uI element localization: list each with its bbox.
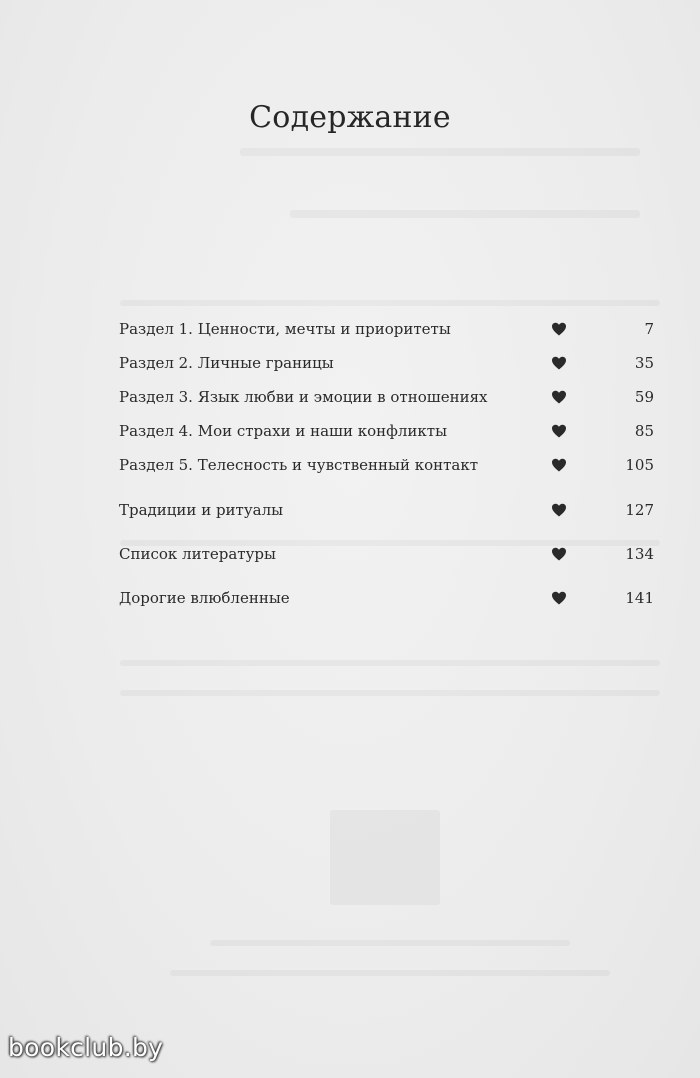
toc-entry-page: 127: [625, 501, 654, 519]
bleed-through: [120, 300, 660, 306]
toc-entry-label: Список литературы: [119, 545, 276, 563]
toc-entry: [119, 350, 654, 376]
toc-entry: [119, 384, 654, 410]
toc-entry-page: 7: [644, 320, 654, 338]
toc-entry: [119, 452, 654, 478]
bleed-through: [120, 690, 660, 696]
watermark: bookclub.by: [8, 1033, 164, 1062]
heart-icon: [551, 355, 567, 371]
toc-entry-page: 59: [634, 388, 654, 406]
bleed-through: [120, 660, 660, 666]
page-title: Содержание: [249, 100, 451, 135]
toc-entry-label: Раздел 5. Телесность и чувственный контакт: [119, 456, 479, 474]
heart-icon: [551, 321, 567, 337]
toc-entry-label: Раздел 3. Язык любви и эмоции в отношениях: [119, 388, 488, 406]
toc-entry-page: 105: [625, 456, 654, 474]
toc-entry: [119, 418, 654, 444]
toc-entry-label: Традиции и ритуалы: [119, 501, 284, 519]
bleed-through: [330, 810, 440, 905]
toc-entry: [119, 585, 654, 611]
bleed-through: [170, 970, 610, 976]
heart-icon: [551, 546, 567, 562]
toc-entry-label: Раздел 2. Личные границы: [119, 354, 334, 372]
bleed-through: [290, 210, 640, 218]
heart-icon: [551, 423, 567, 439]
toc-entry: [119, 316, 654, 342]
bleed-through: [240, 148, 640, 156]
heart-icon: [551, 457, 567, 473]
toc-entry-page: 35: [634, 354, 654, 372]
toc-entry: [119, 497, 654, 523]
toc-entry-page: 134: [625, 545, 654, 563]
toc-entry: [119, 541, 654, 567]
heart-icon: [551, 502, 567, 518]
toc-entry-label: Раздел 4. Мои страхи и наши конфликты: [119, 422, 448, 440]
toc-entry-label: Раздел 1. Ценности, мечты и приоритеты: [119, 320, 451, 338]
heart-icon: [551, 389, 567, 405]
toc-entry-page: 141: [625, 589, 654, 607]
heart-icon: [551, 590, 567, 606]
bleed-through: [210, 940, 570, 946]
toc-entry-page: 85: [634, 422, 654, 440]
toc-entry-label: Дорогие влюбленные: [119, 589, 290, 607]
